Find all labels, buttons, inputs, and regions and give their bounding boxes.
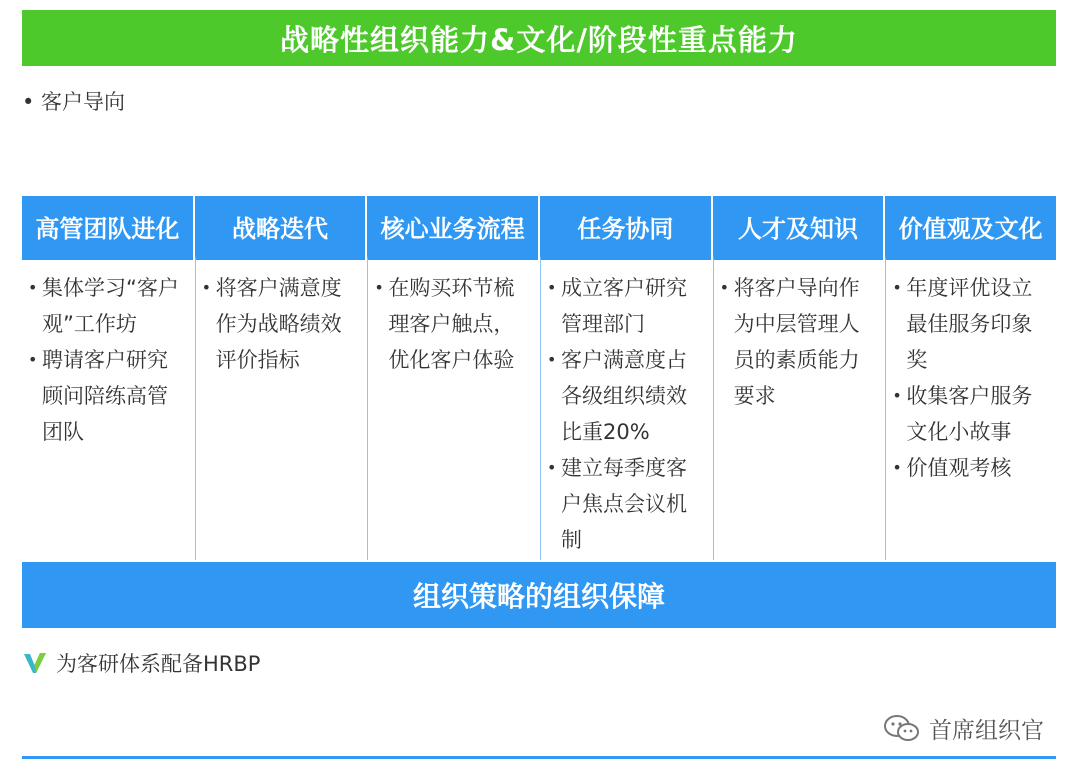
list-item: • 将客户导向作为中层管理人员的素质能力要求 bbox=[718, 270, 880, 414]
list-item: • 将客户满意度作为战略绩效评价指标 bbox=[200, 270, 362, 378]
column-body bbox=[540, 256, 711, 560]
top-banner-title: 战略性组织能力&文化/阶段性重点能力 bbox=[280, 22, 798, 57]
bottom-divider bbox=[22, 756, 1056, 759]
list-item: • 年度评优设立最佳服务印象奖 bbox=[890, 270, 1052, 378]
watermark bbox=[883, 712, 1044, 745]
watermark-text: 首席组织官 bbox=[929, 718, 1044, 744]
capability-grid bbox=[22, 196, 1056, 560]
subtitle-customer-orientation: • 客户导向 bbox=[22, 90, 126, 114]
column-header: 任务协同 bbox=[540, 196, 711, 256]
bottom-banner bbox=[22, 562, 1056, 628]
column-body bbox=[885, 256, 1056, 560]
column-body bbox=[713, 256, 884, 560]
list-item: • 成立客户研究管理部门 bbox=[545, 270, 707, 342]
list-item: • 客户满意度占各级组织绩效比重20% bbox=[545, 342, 707, 450]
list-item: • 收集客户服务文化小故事 bbox=[890, 378, 1052, 450]
hrbp-text: 为客研体系配备HRBP bbox=[56, 652, 261, 676]
checkmark-icon bbox=[22, 650, 48, 676]
list-item: • 集体学习“客户观”工作坊 bbox=[26, 270, 189, 342]
column-header: 核心业务流程 bbox=[367, 196, 538, 256]
column-header: 战略迭代 bbox=[195, 196, 366, 256]
column-body bbox=[195, 256, 366, 560]
list-item: • 建立每季度客户焦点会议机制 bbox=[545, 450, 707, 558]
list-item: • 在购买环节梳理客户触点，优化客户体验 bbox=[372, 270, 534, 378]
bottom-banner-title: 组织策略的组织保障 bbox=[412, 580, 665, 613]
column-body bbox=[22, 256, 193, 560]
top-banner bbox=[22, 10, 1056, 66]
column-body bbox=[367, 256, 538, 560]
wechat-icon bbox=[883, 714, 921, 744]
column-header: 价值观及文化 bbox=[885, 196, 1056, 256]
list-item: • 聘请客户研究顾问陪练高管团队 bbox=[26, 342, 189, 450]
list-item: • 价值观考核 bbox=[890, 450, 1052, 486]
column-header: 人才及知识 bbox=[713, 196, 884, 256]
hrbp-line bbox=[22, 648, 260, 678]
column-header: 高管团队进化 bbox=[22, 196, 193, 256]
